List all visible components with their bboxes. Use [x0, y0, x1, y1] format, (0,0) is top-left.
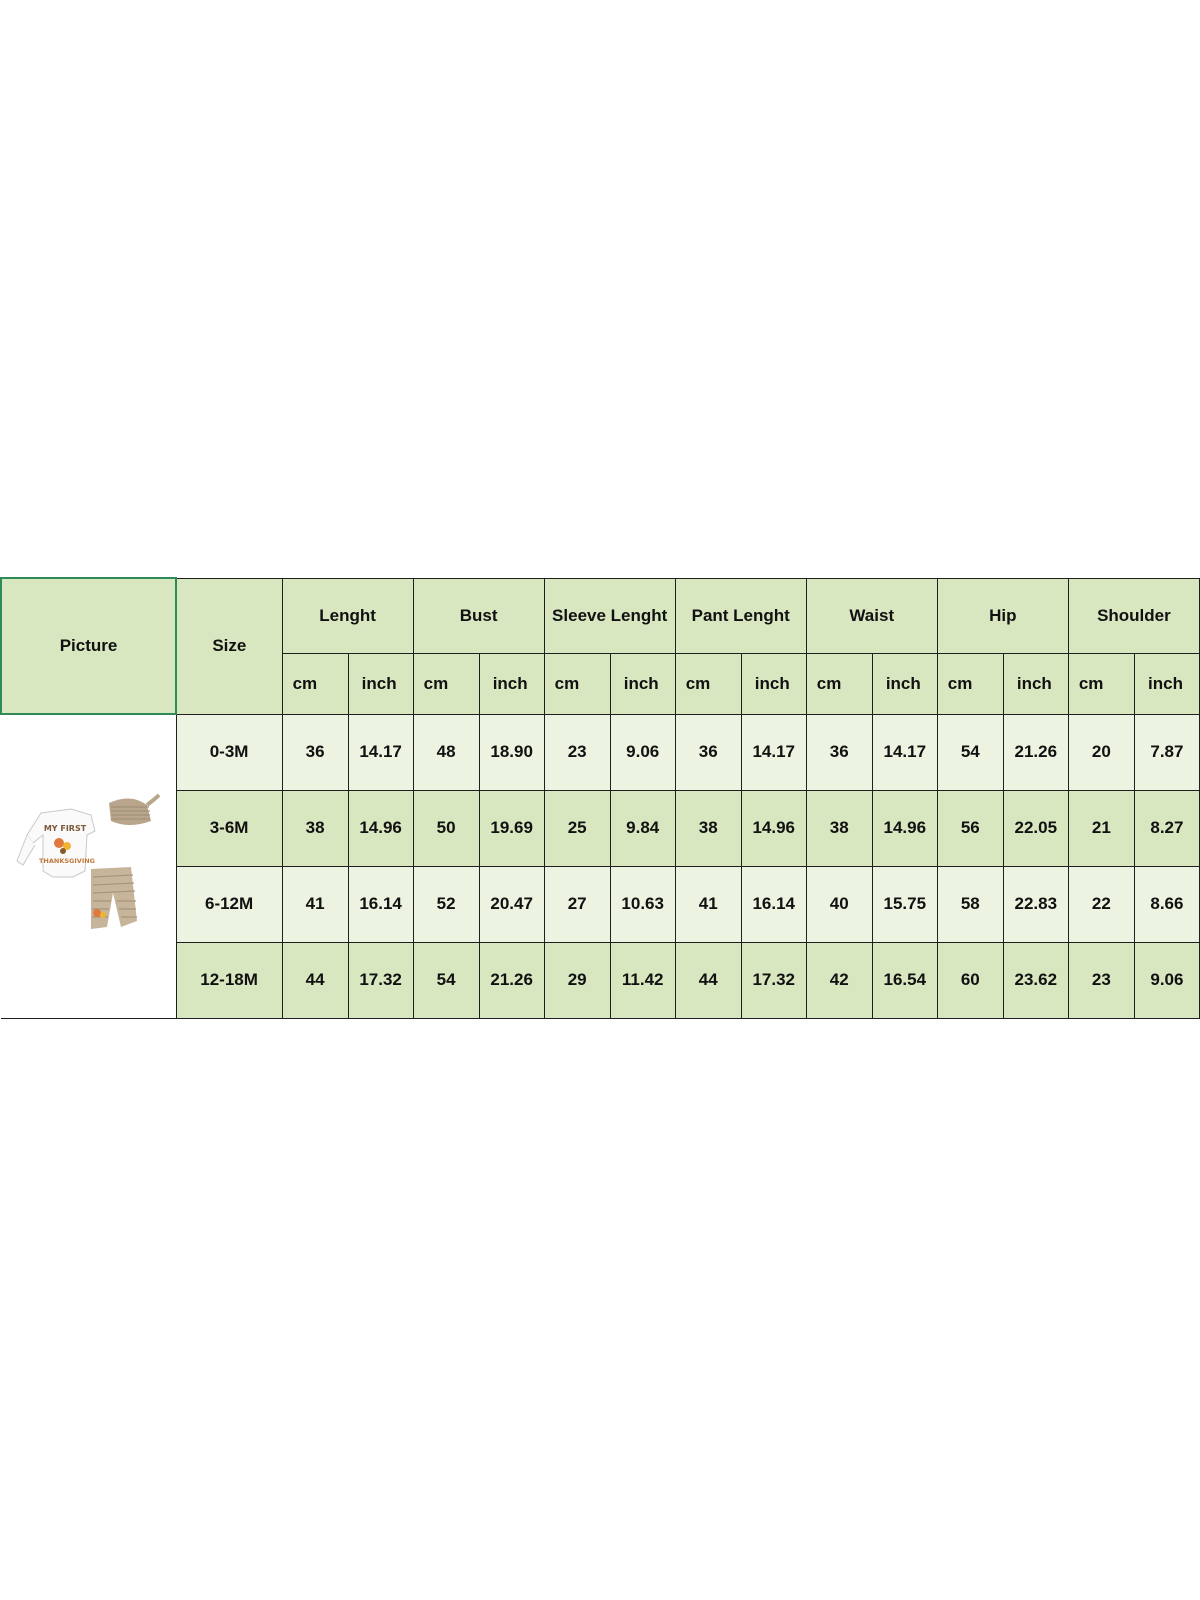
length-header: Lenght	[282, 578, 413, 653]
value-cm-cell: 21	[1068, 790, 1134, 866]
value-inch-cell: 21.26	[479, 942, 544, 1018]
value-inch-cell: 16.14	[741, 866, 806, 942]
value-inch-cell: 23.62	[1003, 942, 1068, 1018]
value-inch-cell: 16.54	[872, 942, 937, 1018]
value-inch-cell: 17.32	[741, 942, 806, 1018]
value-inch-cell: 14.17	[872, 714, 937, 790]
unit-inch-header: inch	[1003, 653, 1068, 714]
value-cm-cell: 60	[937, 942, 1003, 1018]
unit-inch-header: inch	[610, 653, 675, 714]
size-chart-table	[0, 577, 1200, 1019]
unit-inch-header: inch	[1134, 653, 1199, 714]
table-row	[1, 866, 1200, 942]
value-inch-cell: 14.96	[741, 790, 806, 866]
size-cell: 0-3M	[176, 714, 282, 790]
size-cell: 6-12M	[176, 866, 282, 942]
pant-length-header: Pant Lenght	[675, 578, 806, 653]
value-inch-cell: 16.14	[348, 866, 413, 942]
value-inch-cell: 14.17	[741, 714, 806, 790]
product-picture-cell	[1, 714, 176, 1018]
unit-inch-header: inch	[479, 653, 544, 714]
table-row	[1, 714, 1200, 790]
value-inch-cell: 21.26	[1003, 714, 1068, 790]
value-cm-cell: 44	[675, 942, 741, 1018]
table-row	[1, 790, 1200, 866]
size-header: Size	[176, 578, 282, 714]
value-inch-cell: 14.96	[348, 790, 413, 866]
unit-cm-header: cm	[1068, 653, 1134, 714]
value-inch-cell: 14.96	[872, 790, 937, 866]
bust-header: Bust	[413, 578, 544, 653]
value-cm-cell: 20	[1068, 714, 1134, 790]
value-cm-cell: 29	[544, 942, 610, 1018]
value-cm-cell: 25	[544, 790, 610, 866]
shirt-text-line2: THANKSGIVING	[39, 857, 96, 866]
value-inch-cell: 8.27	[1134, 790, 1199, 866]
unit-cm-header: cm	[937, 653, 1003, 714]
value-cm-cell: 58	[937, 866, 1003, 942]
unit-cm-header: cm	[413, 653, 479, 714]
value-inch-cell: 17.32	[348, 942, 413, 1018]
value-cm-cell: 38	[806, 790, 872, 866]
value-cm-cell: 41	[675, 866, 741, 942]
value-inch-cell: 22.05	[1003, 790, 1068, 866]
value-inch-cell: 7.87	[1134, 714, 1199, 790]
value-inch-cell: 14.17	[348, 714, 413, 790]
value-cm-cell: 36	[806, 714, 872, 790]
value-cm-cell: 42	[806, 942, 872, 1018]
value-cm-cell: 23	[544, 714, 610, 790]
value-cm-cell: 27	[544, 866, 610, 942]
value-cm-cell: 50	[413, 790, 479, 866]
value-cm-cell: 22	[1068, 866, 1134, 942]
product-image	[13, 791, 163, 941]
unit-inch-header: inch	[348, 653, 413, 714]
shoulder-header: Shoulder	[1068, 578, 1199, 653]
hip-header: Hip	[937, 578, 1068, 653]
value-inch-cell: 19.69	[479, 790, 544, 866]
value-inch-cell: 20.47	[479, 866, 544, 942]
value-cm-cell: 40	[806, 866, 872, 942]
value-inch-cell: 15.75	[872, 866, 937, 942]
value-cm-cell: 23	[1068, 942, 1134, 1018]
value-cm-cell: 48	[413, 714, 479, 790]
value-cm-cell: 52	[413, 866, 479, 942]
unit-inch-header: inch	[872, 653, 937, 714]
value-cm-cell: 38	[282, 790, 348, 866]
value-inch-cell: 11.42	[610, 942, 675, 1018]
value-cm-cell: 56	[937, 790, 1003, 866]
value-inch-cell: 9.06	[610, 714, 675, 790]
unit-cm-header: cm	[282, 653, 348, 714]
unit-cm-header: cm	[806, 653, 872, 714]
value-inch-cell: 22.83	[1003, 866, 1068, 942]
value-cm-cell: 54	[413, 942, 479, 1018]
value-cm-cell: 41	[282, 866, 348, 942]
value-inch-cell: 10.63	[610, 866, 675, 942]
value-inch-cell: 8.66	[1134, 866, 1199, 942]
value-cm-cell: 36	[675, 714, 741, 790]
shirt-text-line1: MY FIRST	[44, 824, 87, 834]
value-cm-cell: 38	[675, 790, 741, 866]
value-inch-cell: 18.90	[479, 714, 544, 790]
value-cm-cell: 36	[282, 714, 348, 790]
value-cm-cell: 54	[937, 714, 1003, 790]
unit-cm-header: cm	[675, 653, 741, 714]
unit-cm-header: cm	[544, 653, 610, 714]
table-row	[1, 942, 1200, 1018]
value-inch-cell: 9.84	[610, 790, 675, 866]
waist-header: Waist	[806, 578, 937, 653]
size-cell: 3-6M	[176, 790, 282, 866]
unit-inch-header: inch	[741, 653, 806, 714]
picture-header: Picture	[1, 578, 176, 714]
value-cm-cell: 44	[282, 942, 348, 1018]
sleeve-length-header: Sleeve Lenght	[544, 578, 675, 653]
value-inch-cell: 9.06	[1134, 942, 1199, 1018]
size-cell: 12-18M	[176, 942, 282, 1018]
